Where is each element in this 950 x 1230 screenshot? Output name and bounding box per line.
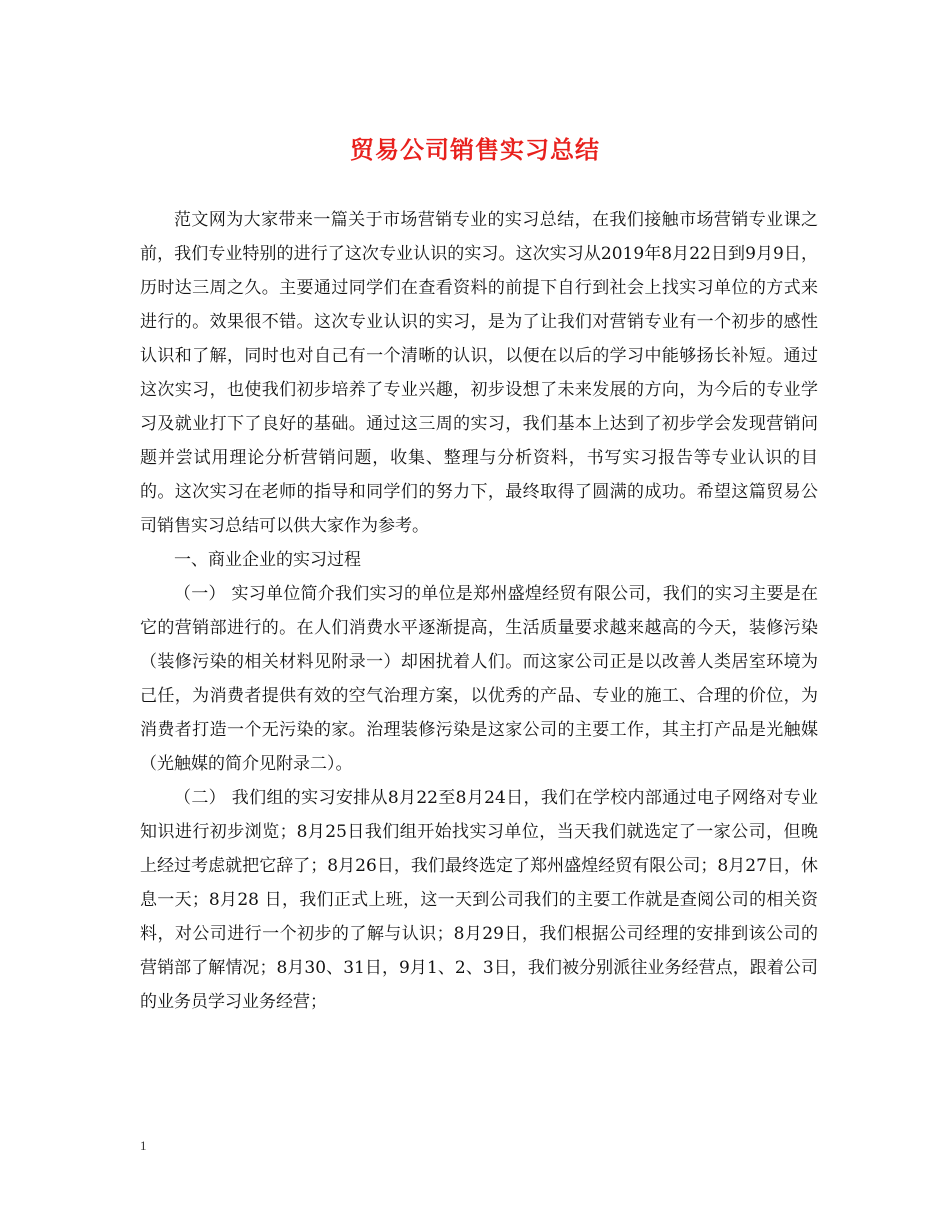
document-body [140, 203, 818, 1019]
paragraph-schedule: （二） 我们组的实习安排从8月22至8月24日，我们在学校内部通过电子网络对专业知识进行初步浏览；8月25日我们组开始找实习单位，当天我们就选定了一家公司，但晚上经过考虑就把它辞了；8月26日，我们最终选定了郑州盛煌经贸有限公司；8月27日，休息一天；8月28 日，我们正式上班，这一天到公司我们的主要工作就是查阅公司的相关资料，对公司进行一个初步的了解与认识；8月29日，我们根据公司经理的安排到该公司的营销部了解情况；8月30、31日，9月1、2、3日，我们被分别派往业务经营点，跟着公司的业务员学习业务经营； [140, 788, 818, 1012]
section-heading: 一、商业企业的实习过程 [174, 550, 361, 570]
document-title: 贸易公司销售实习总结 [350, 135, 600, 164]
paragraph-company-intro: （一） 实习单位简介我们实习的单位是郑州盛煌经贸有限公司，我们的实习主要是在它的营销部进行的。在人们消费水平逐渐提高，生活质量要求越来越高的今天，装修污染（装修污染的相关材料见附录一）却困扰着人们。而这家公司正是以改善人类居室环境为己任，为消费者提供有效的空气治理方案，以优秀的产品、专业的施工、合理的价位，为消费者打造一个无污染的家。治理装修污染是这家公司的主要工作，其主打产品是光触媒（光触媒的简介见附录二）。 [140, 584, 818, 774]
paragraph-intro: 范文网为大家带来一篇关于市场营销专业的实习总结，在我们接触市场营销专业课之前，我们专业特别的进行了这次专业认识的实习。这次实习从2019年8月22日到9月9日，历时达三周之久。主要通过同学们在查看资料的前提下自行到社会上找实习单位的方式来进行的。效果很不错。这次专业认识的实习，是为了让我们对营销专业有一个初步的感性认识和了解，同时也对自己有一个清晰的认识，以便在以后的学习中能够扬长补短。通过这次实习，也使我们初步培养了专业兴趣，初步设想了未来发展的方向，为今后的专业学习及就业打下了良好的基础。通过这三周的实习，我们基本上达到了初步学会发现营销问题并尝试用理论分析营销问题，收集、整理与分析资料，书写实习报告等专业认识的目的。这次实习在老师的指导和同学们的努力下，最终取得了圆满的成功。希望这篇贸易公司销售实习总结可以供大家作为参考。 [140, 210, 818, 536]
page-number: 1 [140, 1138, 147, 1153]
